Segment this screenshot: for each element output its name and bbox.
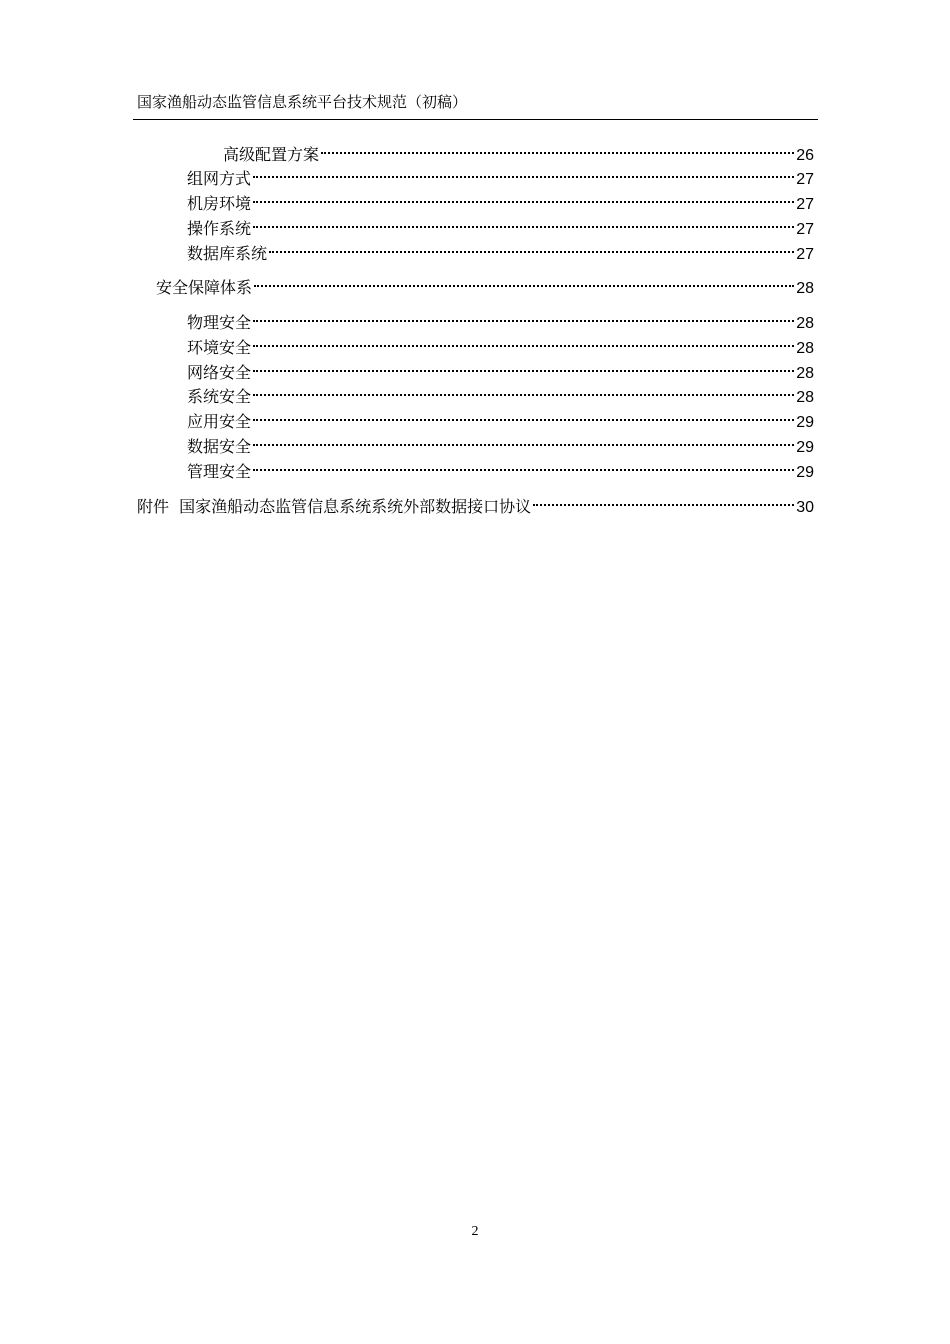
toc-entry-title: 应用安全: [187, 412, 252, 431]
toc-entry-database-system[interactable]: [187, 235, 814, 263]
toc-entry-title: 组网方式: [187, 169, 252, 188]
toc-leader-dots: [253, 378, 794, 402]
toc-entry-page: 27: [796, 221, 814, 238]
toc-entry-server-room[interactable]: [187, 185, 814, 213]
toc-entry-network-security[interactable]: [187, 354, 814, 382]
toc-entry-system-security[interactable]: [187, 378, 814, 406]
toc-leader-dots: [253, 453, 794, 477]
header-rule: [133, 119, 818, 120]
toc-entry-title: 管理安全: [187, 462, 252, 481]
toc-entry-title: 附件 国家渔船动态监管信息系统系统外部数据接口协议: [137, 497, 532, 516]
toc-entry-page: 29: [796, 439, 814, 456]
toc-leader-dots: [253, 428, 794, 452]
toc-entry-title: 系统安全: [187, 387, 252, 406]
toc-leader-dots: [254, 269, 794, 293]
toc-entry-page: 28: [796, 389, 814, 406]
toc-entry-title: 数据库系统: [187, 244, 268, 263]
toc-entry-page: 29: [796, 414, 814, 431]
toc-entry-security-system[interactable]: [156, 269, 814, 297]
toc-entry-page: 28: [796, 280, 814, 297]
toc-entry-management-security[interactable]: [187, 453, 814, 481]
toc-entry-title: 机房环境: [187, 194, 252, 213]
toc-leader-dots: [253, 304, 794, 328]
toc-entry-title: 环境安全: [187, 338, 252, 357]
toc-entry-page: 27: [796, 171, 814, 188]
toc-entry-networking[interactable]: [187, 160, 814, 188]
toc-entry-title: 安全保障体系: [156, 278, 253, 297]
toc-entry-physical-security[interactable]: [187, 304, 814, 332]
toc-leader-dots: [253, 354, 794, 378]
toc-leader-dots: [253, 403, 794, 427]
toc-entry-page: 28: [796, 315, 814, 332]
toc-entry-page: 27: [796, 196, 814, 213]
toc-entry-advanced-config[interactable]: [223, 136, 814, 164]
toc-entry-page: 27: [796, 246, 814, 263]
toc-entry-page: 29: [796, 464, 814, 481]
toc-entry-page: 28: [796, 365, 814, 382]
page-number: 2: [471, 1224, 479, 1239]
toc-leader-dots: [533, 488, 794, 512]
toc-entry-page: 26: [796, 147, 814, 164]
toc-entry-title: 数据安全: [187, 437, 252, 456]
toc-leader-dots: [253, 210, 794, 234]
toc-leader-dots: [253, 160, 794, 184]
toc-leader-dots: [269, 235, 794, 259]
toc-entry-environment-security[interactable]: [187, 329, 814, 357]
toc-entry-title: 高级配置方案: [223, 145, 320, 164]
toc-entry-application-security[interactable]: [187, 403, 814, 431]
toc-entry-page: 30: [796, 499, 814, 516]
toc-leader-dots: [253, 329, 794, 353]
toc-leader-dots: [321, 136, 794, 160]
toc-entry-operating-system[interactable]: [187, 210, 814, 238]
toc-entry-data-security[interactable]: [187, 428, 814, 456]
toc-leader-dots: [253, 185, 794, 209]
toc-entry-title: 操作系统: [187, 219, 252, 238]
toc-entry-title: 物理安全: [187, 313, 252, 332]
toc-entry-title: 网络安全: [187, 363, 252, 382]
toc-entry-appendix[interactable]: [137, 488, 814, 516]
running-header: 国家渔船动态监管信息系统平台技术规范（初稿）: [137, 93, 468, 111]
toc-entry-page: 28: [796, 340, 814, 357]
